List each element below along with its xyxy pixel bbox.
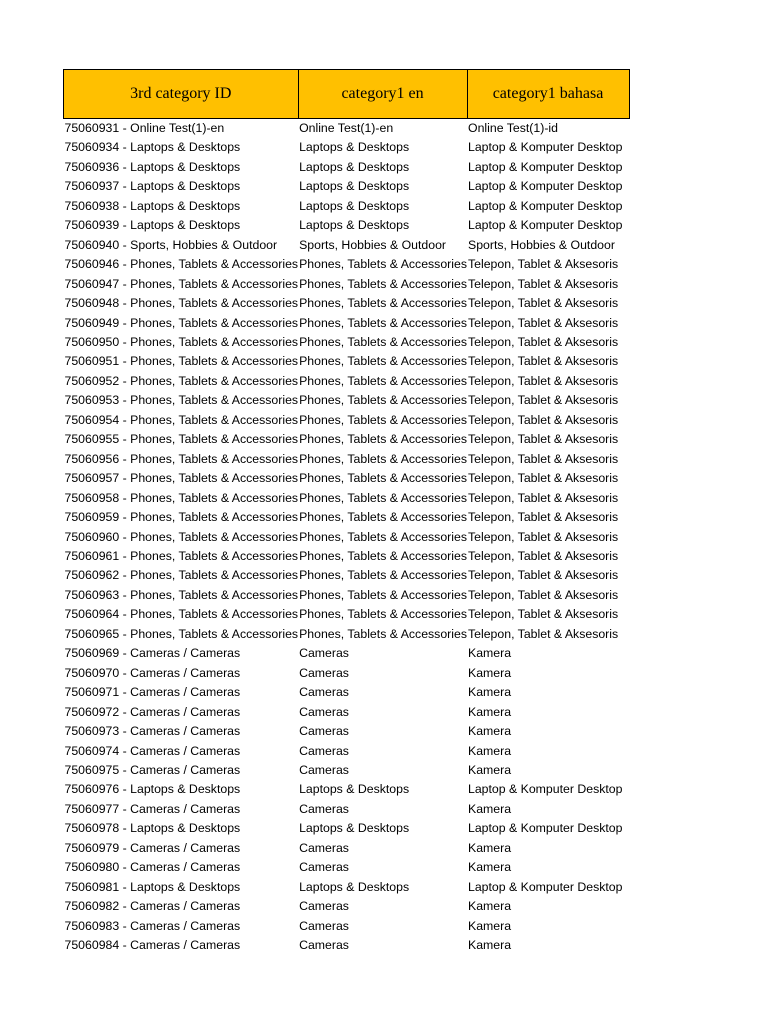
- spreadsheet: [63, 69, 630, 955]
- cell-category1-en: Phones, Tablets & Accessories: [299, 568, 467, 583]
- cell-category1-en: Cameras: [299, 685, 349, 700]
- table-row: [64, 547, 630, 566]
- cell-3rd-category-id: 75060975 - Cameras / Cameras: [64, 762, 241, 777]
- cell-category1-bahasa: Laptop & Komputer Desktop: [468, 179, 623, 194]
- table-row: [64, 216, 630, 235]
- cell-category1-en: Cameras: [299, 801, 349, 816]
- cell-3rd-category-id: 75060965 - Phones, Tablets & Accessories: [64, 626, 299, 641]
- cell-3rd-category-id: 75060957 - Phones, Tablets & Accessories: [64, 471, 299, 486]
- header-3rd-category-id: 3rd category ID: [64, 70, 299, 119]
- cell-category1-bahasa: Telepon, Tablet & Aksesoris: [468, 451, 619, 466]
- cell-category1-en: Phones, Tablets & Accessories: [299, 296, 467, 311]
- cell-category1-bahasa: Telepon, Tablet & Aksesoris: [468, 315, 619, 330]
- cell-3rd-category-id: 75060983 - Cameras / Cameras: [64, 918, 241, 933]
- table-row: [64, 275, 630, 294]
- table-row: [64, 761, 630, 780]
- cell-3rd-category-id: 75060973 - Cameras / Cameras: [64, 724, 241, 739]
- cell-3rd-category-id: 75060977 - Cameras / Cameras: [64, 801, 241, 816]
- cell-category1-en: Online Test(1)-en: [299, 121, 394, 135]
- cell-category1-en: Laptops & Desktops: [299, 179, 410, 194]
- cell-category1-en: Phones, Tablets & Accessories: [299, 354, 467, 369]
- cell-category1-bahasa: Telepon, Tablet & Aksesoris: [468, 412, 619, 427]
- table-row: [64, 430, 630, 449]
- table-row: [64, 742, 630, 761]
- cell-category1-en: Laptops & Desktops: [299, 140, 410, 155]
- cell-category1-en: Phones, Tablets & Accessories: [299, 529, 467, 544]
- cell-category1-en: Cameras: [299, 899, 349, 914]
- cell-3rd-category-id: 75060984 - Cameras / Cameras: [64, 938, 241, 953]
- table-row: [64, 352, 630, 371]
- cell-category1-bahasa: Telepon, Tablet & Aksesoris: [468, 626, 619, 641]
- cell-category1-en: Phones, Tablets & Accessories: [299, 276, 467, 291]
- cell-category1-en: Phones, Tablets & Accessories: [299, 587, 467, 602]
- cell-3rd-category-id: 75060963 - Phones, Tablets & Accessories: [64, 587, 299, 602]
- cell-category1-bahasa: Telepon, Tablet & Aksesoris: [468, 510, 619, 525]
- cell-category1-en: Phones, Tablets & Accessories: [299, 393, 467, 408]
- cell-category1-bahasa: Laptop & Komputer Desktop: [468, 782, 623, 797]
- cell-3rd-category-id: 75060982 - Cameras / Cameras: [64, 899, 241, 914]
- cell-category1-bahasa: Telepon, Tablet & Aksesoris: [468, 393, 619, 408]
- cell-3rd-category-id: 75060980 - Cameras / Cameras: [64, 860, 241, 875]
- cell-category1-en: Laptops & Desktops: [299, 879, 410, 894]
- cell-category1-en: Phones, Tablets & Accessories: [299, 548, 467, 563]
- cell-category1-bahasa: Kamera: [468, 724, 512, 739]
- cell-3rd-category-id: 75060947 - Phones, Tablets & Accessories: [64, 276, 299, 291]
- cell-category1-bahasa: Online Test(1)-id: [468, 121, 558, 135]
- cell-category1-en: Laptops & Desktops: [299, 218, 410, 233]
- table-row: [64, 489, 630, 508]
- cell-3rd-category-id: 75060981 - Laptops & Desktops: [64, 879, 241, 894]
- table-row: [64, 625, 630, 644]
- cell-3rd-category-id: 75060950 - Phones, Tablets & Accessories: [64, 334, 299, 349]
- cell-3rd-category-id: 75060961 - Phones, Tablets & Accessories: [64, 548, 299, 563]
- table-row: [64, 508, 630, 527]
- cell-category1-en: Phones, Tablets & Accessories: [299, 432, 467, 447]
- cell-category1-en: Cameras: [299, 743, 349, 758]
- category-table: [63, 69, 630, 955]
- cell-3rd-category-id: 75060949 - Phones, Tablets & Accessories: [64, 315, 299, 330]
- cell-3rd-category-id: 75060955 - Phones, Tablets & Accessories: [64, 432, 299, 447]
- cell-3rd-category-id: 75060937 - Laptops & Desktops: [64, 179, 241, 194]
- cell-category1-en: Laptops & Desktops: [299, 782, 410, 797]
- cell-category1-bahasa: Telepon, Tablet & Aksesoris: [468, 257, 619, 272]
- cell-3rd-category-id: 75060954 - Phones, Tablets & Accessories: [64, 412, 299, 427]
- cell-category1-bahasa: Kamera: [468, 646, 512, 661]
- table-row: [64, 878, 630, 897]
- cell-category1-en: Phones, Tablets & Accessories: [299, 626, 467, 641]
- cell-category1-en: Phones, Tablets & Accessories: [299, 257, 467, 272]
- cell-category1-en: Phones, Tablets & Accessories: [299, 315, 467, 330]
- cell-category1-bahasa: Laptop & Komputer Desktop: [468, 159, 623, 174]
- table-row: [64, 605, 630, 624]
- table-row: [64, 197, 630, 216]
- cell-3rd-category-id: 75060974 - Cameras / Cameras: [64, 743, 241, 758]
- cell-3rd-category-id: 75060953 - Phones, Tablets & Accessories: [64, 393, 299, 408]
- table-row: [64, 839, 630, 858]
- table-row: [64, 858, 630, 877]
- cell-3rd-category-id: 75060931 - Online Test(1)-en: [64, 121, 225, 135]
- cell-3rd-category-id: 75060960 - Phones, Tablets & Accessories: [64, 529, 299, 544]
- table-row: [64, 917, 630, 936]
- cell-category1-bahasa: Laptop & Komputer Desktop: [468, 821, 623, 836]
- header-category1-bahasa: category1 bahasa: [467, 70, 629, 119]
- cell-3rd-category-id: 75060951 - Phones, Tablets & Accessories: [64, 354, 299, 369]
- table-row: [64, 450, 630, 469]
- table-row: [64, 586, 630, 605]
- cell-category1-bahasa: Kamera: [468, 840, 512, 855]
- cell-category1-bahasa: Kamera: [468, 860, 512, 875]
- cell-category1-en: Laptops & Desktops: [299, 159, 410, 174]
- cell-category1-en: Cameras: [299, 646, 349, 661]
- cell-category1-bahasa: Telepon, Tablet & Aksesoris: [468, 471, 619, 486]
- cell-category1-bahasa: Telepon, Tablet & Aksesoris: [468, 296, 619, 311]
- cell-3rd-category-id: 75060970 - Cameras / Cameras: [64, 665, 241, 680]
- table-row: [64, 722, 630, 741]
- cell-category1-bahasa: Kamera: [468, 762, 512, 777]
- cell-category1-bahasa: Telepon, Tablet & Aksesoris: [468, 373, 619, 388]
- cell-category1-bahasa: Laptop & Komputer Desktop: [468, 198, 623, 213]
- cell-category1-bahasa: Telepon, Tablet & Aksesoris: [468, 276, 619, 291]
- header-row: [64, 70, 630, 119]
- table-row: [64, 411, 630, 430]
- table-row: [64, 119, 630, 139]
- table-row: [64, 138, 630, 157]
- cell-category1-en: Cameras: [299, 918, 349, 933]
- cell-3rd-category-id: 75060971 - Cameras / Cameras: [64, 685, 241, 700]
- cell-category1-en: Phones, Tablets & Accessories: [299, 471, 467, 486]
- cell-category1-en: Phones, Tablets & Accessories: [299, 607, 467, 622]
- table-row: [64, 314, 630, 333]
- cell-category1-en: Cameras: [299, 704, 349, 719]
- cell-category1-bahasa: Telepon, Tablet & Aksesoris: [468, 548, 619, 563]
- header-category1-en: category1 en: [298, 70, 467, 119]
- cell-category1-en: Cameras: [299, 840, 349, 855]
- table-row: [64, 819, 630, 838]
- cell-category1-en: Phones, Tablets & Accessories: [299, 510, 467, 525]
- cell-category1-en: Phones, Tablets & Accessories: [299, 412, 467, 427]
- table-row: [64, 391, 630, 410]
- cell-3rd-category-id: 75060978 - Laptops & Desktops: [64, 821, 241, 836]
- cell-3rd-category-id: 75060959 - Phones, Tablets & Accessories: [64, 510, 299, 525]
- cell-category1-bahasa: Telepon, Tablet & Aksesoris: [468, 490, 619, 505]
- cell-category1-bahasa: Kamera: [468, 918, 512, 933]
- cell-3rd-category-id: 75060938 - Laptops & Desktops: [64, 198, 241, 213]
- cell-category1-bahasa: Telepon, Tablet & Aksesoris: [468, 587, 619, 602]
- cell-3rd-category-id: 75060940 - Sports, Hobbies & Outdoor: [64, 237, 278, 252]
- cell-category1-en: Phones, Tablets & Accessories: [299, 373, 467, 388]
- cell-3rd-category-id: 75060952 - Phones, Tablets & Accessories: [64, 373, 299, 388]
- table-row: [64, 780, 630, 799]
- cell-category1-en: Cameras: [299, 665, 349, 680]
- cell-category1-bahasa: Kamera: [468, 665, 512, 680]
- cell-category1-bahasa: Laptop & Komputer Desktop: [468, 879, 623, 894]
- cell-3rd-category-id: 75060939 - Laptops & Desktops: [64, 218, 241, 233]
- cell-category1-en: Phones, Tablets & Accessories: [299, 451, 467, 466]
- table-row: [64, 644, 630, 663]
- table-row: [64, 333, 630, 352]
- cell-category1-en: Cameras: [299, 860, 349, 875]
- table-row: [64, 469, 630, 488]
- cell-3rd-category-id: 75060958 - Phones, Tablets & Accessories: [64, 490, 299, 505]
- cell-category1-bahasa: Kamera: [468, 899, 512, 914]
- cell-3rd-category-id: 75060948 - Phones, Tablets & Accessories: [64, 296, 299, 311]
- cell-category1-bahasa: Laptop & Komputer Desktop: [468, 140, 623, 155]
- cell-category1-bahasa: Sports, Hobbies & Outdoor: [468, 237, 615, 252]
- cell-3rd-category-id: 75060956 - Phones, Tablets & Accessories: [64, 451, 299, 466]
- cell-3rd-category-id: 75060934 - Laptops & Desktops: [64, 140, 241, 155]
- cell-category1-en: Laptops & Desktops: [299, 821, 410, 836]
- cell-category1-en: Phones, Tablets & Accessories: [299, 334, 467, 349]
- cell-category1-bahasa: Telepon, Tablet & Aksesoris: [468, 432, 619, 447]
- cell-category1-bahasa: Telepon, Tablet & Aksesoris: [468, 607, 619, 622]
- table-row: [64, 255, 630, 274]
- table-row: [64, 936, 630, 955]
- cell-category1-en: Sports, Hobbies & Outdoor: [299, 237, 447, 252]
- cell-category1-bahasa: Kamera: [468, 743, 512, 758]
- cell-category1-bahasa: Telepon, Tablet & Aksesoris: [468, 529, 619, 544]
- cell-3rd-category-id: 75060962 - Phones, Tablets & Accessories: [64, 568, 299, 583]
- cell-category1-en: Cameras: [299, 762, 349, 777]
- cell-category1-bahasa: Kamera: [468, 801, 512, 816]
- cell-3rd-category-id: 75060976 - Laptops & Desktops: [64, 782, 241, 797]
- table-row: [64, 158, 630, 177]
- table-row: [64, 294, 630, 313]
- cell-category1-bahasa: Telepon, Tablet & Aksesoris: [468, 354, 619, 369]
- table-row: [64, 372, 630, 391]
- table-row: [64, 703, 630, 722]
- cell-category1-bahasa: Telepon, Tablet & Aksesoris: [468, 568, 619, 583]
- table-row: [64, 897, 630, 916]
- cell-3rd-category-id: 75060969 - Cameras / Cameras: [64, 646, 241, 661]
- cell-category1-en: Cameras: [299, 938, 349, 953]
- table-row: [64, 664, 630, 683]
- cell-3rd-category-id: 75060936 - Laptops & Desktops: [64, 159, 241, 174]
- table-row: [64, 683, 630, 702]
- cell-3rd-category-id: 75060979 - Cameras / Cameras: [64, 840, 241, 855]
- table-row: [64, 566, 630, 585]
- cell-3rd-category-id: 75060972 - Cameras / Cameras: [64, 704, 241, 719]
- table-row: [64, 236, 630, 255]
- table-body: [64, 119, 630, 956]
- cell-3rd-category-id: 75060946 - Phones, Tablets & Accessories: [64, 257, 299, 272]
- cell-category1-bahasa: Kamera: [468, 938, 512, 953]
- cell-category1-bahasa: Laptop & Komputer Desktop: [468, 218, 623, 233]
- table-row: [64, 528, 630, 547]
- cell-3rd-category-id: 75060964 - Phones, Tablets & Accessories: [64, 607, 299, 622]
- cell-category1-bahasa: Kamera: [468, 704, 512, 719]
- cell-category1-en: Phones, Tablets & Accessories: [299, 490, 467, 505]
- cell-category1-bahasa: Kamera: [468, 685, 512, 700]
- table-row: [64, 177, 630, 196]
- cell-category1-en: Laptops & Desktops: [299, 198, 410, 213]
- cell-category1-bahasa: Telepon, Tablet & Aksesoris: [468, 334, 619, 349]
- table-row: [64, 800, 630, 819]
- cell-category1-en: Cameras: [299, 724, 349, 739]
